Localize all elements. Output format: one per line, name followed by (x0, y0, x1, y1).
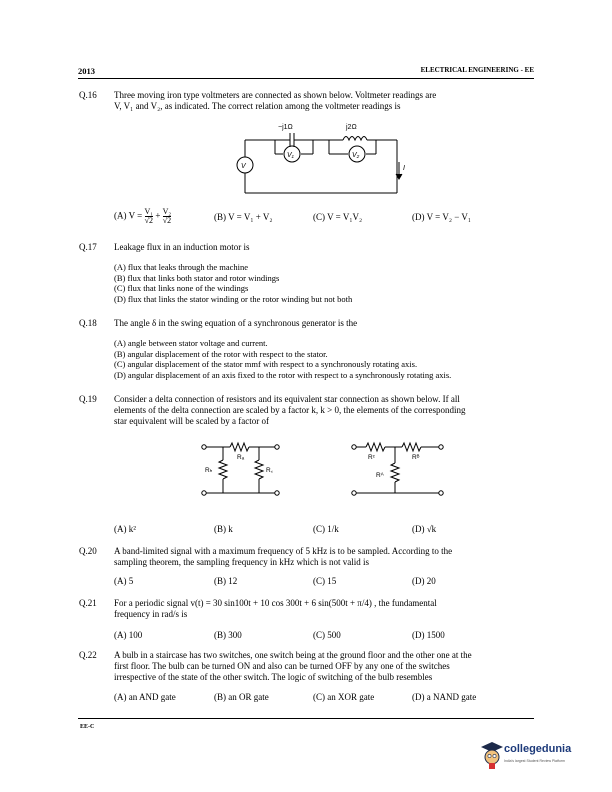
option-b: (B) angular displacement of the rotor with respect to the stator. (114, 348, 328, 359)
voltmeter-circuit-diagram (230, 118, 410, 196)
option-b: (B) an OR gate (214, 692, 269, 702)
question-number: Q.19 (79, 394, 97, 404)
option-d: (D) a NAND gate (412, 692, 477, 702)
option-b: (B) 300 (214, 630, 242, 640)
question-text: For a periodic signal v(t) = 30 sin100t + 10 cos 300t + 6 sin(500t + π/4) , the fundamental frequency in rad/s is (114, 598, 437, 619)
delta-network-diagram (196, 438, 286, 500)
option-c: (C) an XOR gate (313, 692, 375, 702)
option-b: (B) flux that links both stator and rotor windings (114, 272, 280, 283)
question-19-options (114, 524, 534, 536)
capacitor-label: −j1Ω (278, 124, 293, 131)
question-text: Three moving iron type voltmeters are connected as shown below. Voltmeter readings are V, V₁ and V₂, as indicated. The correct relation among the voltmeter readings is (114, 90, 437, 111)
option-b: (B) k (214, 524, 233, 534)
question-number: Q.17 (79, 242, 97, 252)
option-a: (A) V = $\frac{\text{V₁}}{√2}$ + $\frac{\text{V₂}}{√2}$ (114, 207, 172, 225)
logo-tagline: India's largest Student Review Platform (504, 759, 565, 763)
voltmeter-v1-label: V₁ (287, 152, 294, 159)
question-text: Leakage flux in an induction motor is (114, 242, 250, 252)
question-text: A bulb in a staircase has two switches, one switch being at the ground floor and the other one at the first floor. The bulb can be turned ON and also can be turned OFF by any one of the switches irrespective of the state of the other switch. The logic of switching of the bulb resembles (114, 650, 472, 682)
question-21-options (114, 630, 534, 642)
option-c: (C) flux that links none of the windings (114, 283, 249, 293)
inductor-label: j2Ω (346, 124, 357, 131)
voltmeter-v-label: V (241, 163, 246, 170)
question-number: Q.22 (79, 650, 97, 660)
header-subject: ELECTRICAL ENGINEERING - EE (420, 66, 534, 74)
option-d: (D) angular displacement of an axis fixed to the rotor with respect to a synchronously rotating axis. (114, 369, 452, 380)
resistor-rc-label: R꜀ (266, 467, 273, 474)
question-18-options (114, 338, 534, 380)
question-text: A band-limited signal with a maximum frequency of 5 kHz is to be sampled. According to the sampling theorem, the sampling frequency in kHz which is not valid is (114, 546, 453, 567)
question-22-options (114, 692, 534, 704)
page-header (78, 66, 534, 78)
option-d: (D) √k (412, 524, 437, 534)
footer-rule (78, 718, 534, 719)
question-number: Q.21 (79, 598, 97, 608)
star-network-diagram (346, 438, 450, 500)
voltmeter-v2-label: V₂ (352, 152, 360, 159)
resistor-rb-label: Rₕ (205, 467, 213, 474)
option-c: (C) 15 (313, 576, 337, 586)
option-a: (A) k² (114, 524, 136, 534)
resistor-rc-star-label: Rᶜ (368, 454, 375, 461)
option-a: (A) 100 (114, 630, 143, 640)
option-c: (C) 1/k (313, 524, 339, 534)
option-d: (D) 1500 (412, 630, 445, 640)
option-b: (B) 12 (214, 576, 238, 586)
resistor-rb-star-label: Rᴮ (412, 454, 420, 461)
option-d: (D) flux that links the stator winding or the rotor winding but not both (114, 293, 353, 304)
question-text: Consider a delta connection of resistors and its equivalent star connection as shown below. If all elements of the delta connection are scaled by a factor k, k > 0, the elements of the corresponding star equivalent will be scaled by a factor of (114, 394, 466, 426)
logo-wordmark: collegedunia (504, 743, 572, 755)
question-16-options (114, 208, 534, 224)
resistor-ra-star-label: Rᴬ (376, 472, 384, 479)
option-c: (C) 500 (313, 630, 341, 640)
option-c: (C) angular displacement of the stator mmf with respect to a synchronously rotating axis. (114, 359, 418, 369)
question-number: Q.20 (79, 546, 97, 556)
option-a: (A) 5 (114, 576, 134, 586)
collegedunia-logo (480, 740, 580, 776)
question-number: Q.16 (79, 90, 97, 100)
option-a: (A) angle between stator voltage and current. (114, 338, 268, 348)
option-a: (A) flux that leaks through the machine (114, 262, 249, 272)
resistor-ra-label: Rₐ (237, 454, 245, 461)
question-number: Q.18 (79, 318, 97, 328)
question-text: The angle δ in the swing equation of a synchronous generator is the (114, 318, 358, 328)
header-year: 2013 (78, 66, 95, 76)
graduate-mascot-icon (480, 740, 504, 770)
option-c: (C) V = V₁V₂ (313, 212, 363, 222)
option-d: (D) 20 (412, 576, 436, 586)
header-rule (78, 78, 534, 79)
option-b: (B) V = V₁ + V₂ (214, 212, 273, 222)
option-a: (A) an AND gate (114, 692, 176, 702)
current-label: I (403, 165, 405, 172)
question-17-options (114, 262, 534, 304)
footer-code: EE-C (80, 724, 95, 730)
option-d: (D) V = V₂ − V₁ (412, 212, 472, 222)
question-20-options (114, 576, 534, 588)
